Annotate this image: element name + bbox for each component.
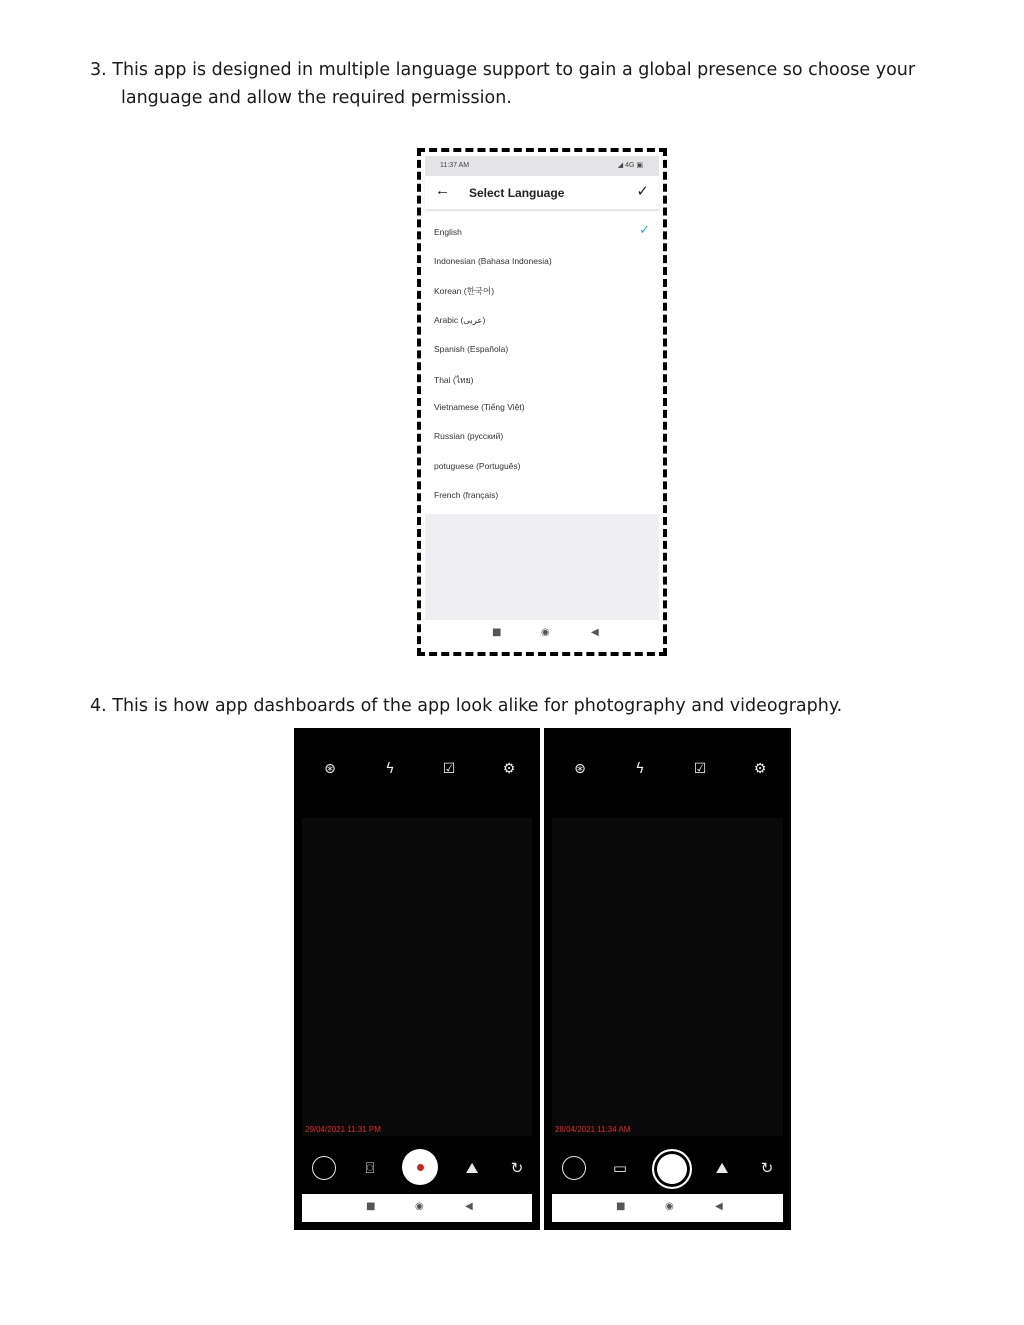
timestamp: 29/04/2021 11:31 PM — [305, 1125, 381, 1134]
viewfinder — [552, 818, 783, 1136]
page-title: Select Language — [469, 186, 565, 200]
settings-icon[interactable]: ⚙ — [502, 761, 516, 777]
camera-top-bar — [302, 736, 532, 818]
language-item[interactable] — [425, 420, 659, 449]
recents-icon[interactable]: ■ — [492, 627, 502, 638]
home-icon[interactable]: ◉ — [665, 1201, 674, 1212]
language-label: Thai (ไทย) — [434, 374, 474, 385]
language-label: Arabic (عربى) — [434, 314, 486, 325]
recents-icon[interactable]: ■ — [366, 1201, 376, 1212]
language-label: Spanish (Española) — [434, 343, 509, 354]
gallery-icon[interactable]: ⛰ — [465, 1159, 479, 1177]
check-icon[interactable]: ✓ — [636, 183, 649, 200]
step-3-line-1: This app is designed in multiple language support to gain a global presence so choose your — [112, 60, 916, 80]
language-item[interactable] — [425, 391, 659, 420]
home-icon[interactable]: ◉ — [415, 1201, 424, 1212]
network-label: 4G — [625, 162, 635, 169]
language-item[interactable] — [425, 479, 659, 508]
viewfinder — [302, 818, 532, 1136]
flash-off-icon[interactable]: ϟ — [385, 761, 395, 777]
recents-icon[interactable]: ■ — [616, 1201, 626, 1212]
language-label: Russian (русский) — [434, 431, 504, 442]
system-nav-bar — [302, 1194, 532, 1222]
arrow-left-icon[interactable]: ← — [435, 182, 450, 199]
step-4-paragraph — [90, 692, 990, 720]
aperture-icon[interactable]: ⊛ — [574, 761, 586, 777]
timestamp: 28/04/2021 11:34 AM — [555, 1125, 631, 1134]
system-nav-bar — [425, 620, 659, 648]
selected-check-icon: ✓ — [639, 222, 650, 237]
step-4-text: This is how app dashboards of the app look alike for photography and videography. — [112, 696, 843, 716]
gallery-icon[interactable]: ⛰ — [715, 1159, 729, 1177]
camera-control-bar — [302, 1136, 532, 1202]
language-label: French (français) — [434, 489, 499, 500]
home-icon[interactable]: ◉ — [541, 627, 550, 638]
back-icon[interactable]: ◀ — [715, 1201, 723, 1212]
aperture-icon[interactable]: ⊛ — [324, 761, 336, 777]
app-bar — [425, 176, 659, 209]
step-3-line-2: language and allow the required permission. — [121, 88, 512, 108]
system-nav-bar — [552, 1194, 783, 1222]
language-label: Indonesian (Bahasa Indonesia) — [434, 256, 552, 267]
signal-icon: ◢ 4G ▣ — [617, 162, 643, 169]
record-button[interactable] — [402, 1149, 438, 1185]
language-item[interactable] — [425, 450, 659, 479]
language-item[interactable] — [425, 274, 659, 303]
status-bar — [425, 156, 659, 176]
language-item[interactable] — [425, 333, 659, 362]
edit-icon[interactable]: ☑ — [442, 761, 456, 777]
rotate-camera-icon[interactable]: ↻ — [510, 1159, 524, 1177]
language-item[interactable] — [425, 362, 659, 391]
language-label: Vietnamese (Tiếng Việt) — [434, 402, 525, 413]
language-item[interactable] — [425, 304, 659, 333]
switch-to-photo-icon[interactable]: ⌼ — [365, 1159, 375, 1177]
language-item[interactable] — [425, 245, 659, 274]
empty-area — [425, 514, 659, 624]
photo-dashboard-screenshot — [544, 728, 791, 1230]
shutter-button[interactable] — [652, 1149, 692, 1189]
record-dot — [417, 1164, 424, 1171]
step-3-paragraph — [90, 56, 940, 112]
rotate-camera-icon[interactable]: ↻ — [760, 1159, 774, 1177]
step-3-number: 3. — [90, 60, 107, 80]
video-dashboard-screenshot — [294, 728, 540, 1230]
language-list — [425, 216, 659, 508]
camera-top-bar — [552, 736, 783, 818]
edit-icon[interactable]: ☑ — [693, 761, 707, 777]
settings-icon[interactable]: ⚙ — [753, 761, 767, 777]
back-icon[interactable]: ◀ — [591, 627, 599, 638]
switch-to-video-icon[interactable]: ▭ — [612, 1159, 628, 1177]
camera-control-bar — [552, 1136, 783, 1202]
language-screenshot — [417, 148, 667, 656]
circle-icon[interactable] — [312, 1156, 336, 1180]
flash-off-icon[interactable]: ϟ — [635, 761, 645, 777]
step-4-number: 4. — [90, 696, 107, 716]
status-time: 11:37 AM — [440, 162, 470, 169]
language-label: Korean (한국어) — [434, 286, 495, 297]
circle-icon[interactable] — [562, 1156, 586, 1180]
language-label: English — [434, 227, 462, 237]
back-icon[interactable]: ◀ — [465, 1201, 473, 1212]
language-item[interactable] — [425, 216, 659, 245]
language-label: potuguese (Português) — [434, 460, 521, 471]
